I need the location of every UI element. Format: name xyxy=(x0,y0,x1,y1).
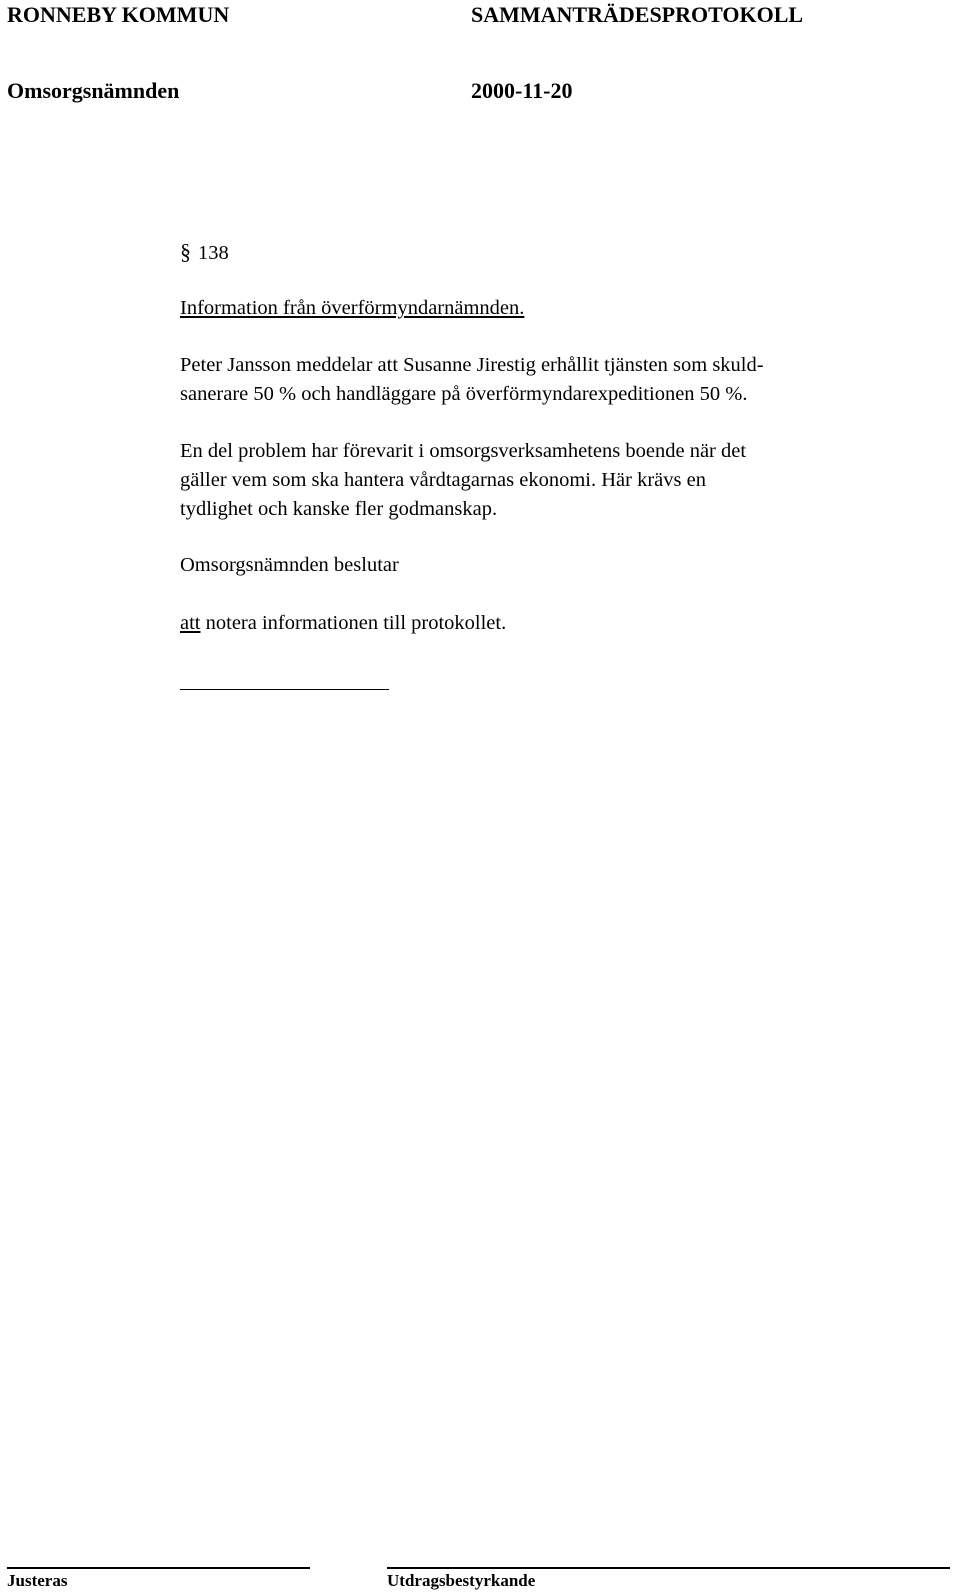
section-end-rule xyxy=(180,689,389,690)
footer-rule-justeras xyxy=(7,1567,310,1569)
paragraph-2-line-2: gäller vem som ska hantera vårdtagarnas ekonomi. Här krävs en xyxy=(180,469,706,491)
organization-name: RONNEBY KOMMUN xyxy=(7,2,230,27)
decision-line xyxy=(180,609,506,638)
section-title: Information från överförmyndarnämnden. xyxy=(180,297,525,319)
section-number xyxy=(180,237,229,268)
paragraph-2-line-1: En del problem har förevarit i omsorgsverksamhetens boende när det xyxy=(180,440,747,462)
footer-justeras-label: Justeras xyxy=(7,1571,68,1590)
paragraph-sign: § xyxy=(180,239,191,264)
paragraph-2-line-3: tydlighet och kanske fler godmanskap. xyxy=(180,498,498,520)
decision-att: att xyxy=(180,612,201,634)
paragraph-1-line-1: Peter Jansson meddelar att Susanne Jirestig erhållit tjänsten som skuld- xyxy=(180,354,764,376)
footer-utdragsbestyrkande-label: Utdragsbestyrkande xyxy=(387,1571,536,1590)
decision-text: notera informationen till protokollet. xyxy=(200,612,507,634)
meeting-date: 2000-11-20 xyxy=(471,78,573,103)
document-type: SAMMANTRÄDESPROTOKOLL xyxy=(471,2,804,27)
decision-intro: Omsorgsnämnden beslutar xyxy=(180,554,399,576)
footer-rule-utdragsbestyrkande xyxy=(387,1567,950,1569)
section-number-value: 138 xyxy=(198,242,229,264)
paragraph-1-line-2: sanerare 50 % och handläggare på överförmyndarexpeditionen 50 %. xyxy=(180,383,748,405)
committee-name: Omsorgsnämnden xyxy=(7,78,180,103)
